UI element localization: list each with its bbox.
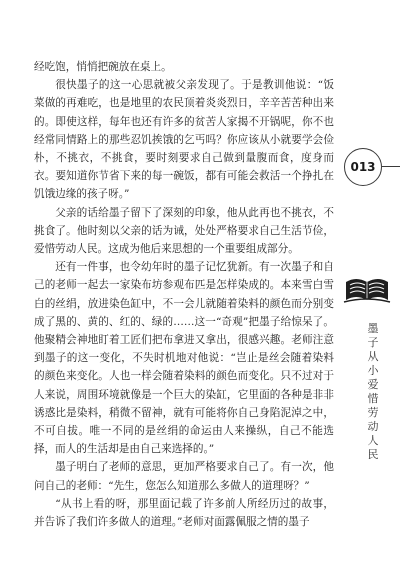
- paragraph: “从书上看的呀，那里面记载了许多前人所经历过的故事，并告诉了我们许多做人的道理。”老师对面露佩服之情的墨子: [34, 497, 334, 529]
- paragraph: 父亲的话给墨子留下了深刻的印象，他从此再也不挑衣，不挑食了。他时刻以父亲的话为诫，处处严格要求自己生活节俭，爱惜劳动人民。这成为他后来思想的一个重要组成部分。: [34, 206, 334, 256]
- section-title-char: 小: [367, 364, 379, 377]
- paragraph: 墨子明白了老师的意思，更加严格要求自己了。有一次，他问自己的老师：“先生，您怎么知道那么多做人的道理呀？”: [34, 461, 334, 492]
- section-title-char: 惜: [367, 392, 379, 405]
- section-title: [366, 322, 380, 462]
- section-title-char: 动: [367, 420, 379, 433]
- section-title-char: 从: [367, 350, 379, 363]
- page-number: 013: [344, 148, 382, 186]
- section-title-char: 人: [367, 434, 379, 447]
- section-title-char: 劳: [367, 406, 379, 419]
- paragraph: 还有一件事，也令幼年时的墨子记忆犹新。有一次墨子和自己的老师一起去一家染布坊参观布匹是怎样染成的。本来雪白雪白的丝绢，放进染色缸中，不一会儿就随着染料的颜色而分别变成了黑的、黄的、红的、绿的……这一“奇观”把墨子给惊呆了。他聚精会神地盯着工匠们把布拿进又拿出，很感兴趣。老师注意到墨子的这一变化，不失时机地对他说：“岂止是丝会随着染料的颜色来变化。人也一样会随着染料的颜色而变化。只不过对于人来说，周围环境就像是一个巨大的染缸，它里面的各种是非非诱惑比是染料，稍微不留神，就有可能将你自己身陷泥淖之中，不可自拔。唯一不同的是丝绢的命运由人来操纵，自己不能选择，而人的生活却是由自己来选择的。”: [34, 261, 334, 456]
- paragraph: 很快墨子的这一心思就被父亲发现了。于是教训他说：“饭菜做的再难吃，也是地里的农民顶着炎炎烈日，辛辛苦苦种出来的。即使这样，每年也还有许多的贫苦人家揭不开锅呢，你不也经常同情路上的那些忍饥挨饿的乞丐吗？你应该从小就要学会俭朴，不挑衣，不挑食，要时刻要求自己做到量腹而食，度身而衣。要知道你节省下来的每一碗饭，都有可能会救活一个挣扎在饥饿边缘的孩子呀。”: [34, 79, 334, 201]
- paragraph: 经吃饱，悄悄把碗放在桌上。: [34, 61, 172, 73]
- section-title-char: 民: [367, 448, 379, 461]
- book-ornament-icon: [342, 272, 392, 306]
- body-text: [34, 58, 334, 531]
- page-number-rule: [382, 166, 400, 167]
- section-title-char: 墨: [367, 322, 379, 335]
- section-title-char: 爱: [367, 378, 379, 391]
- section-title-char: 子: [367, 336, 379, 349]
